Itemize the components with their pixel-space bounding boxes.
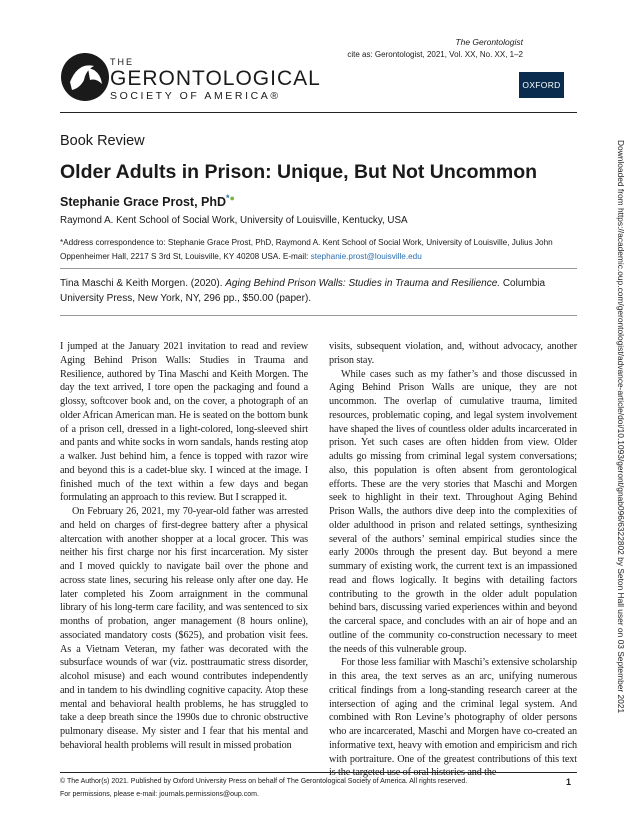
book-ref-suffix: Columbia University Press, New York, NY, 296 pp., $50.00 (paper). <box>60 278 546 304</box>
logo-main: GERONTOLOGICAL <box>110 67 321 90</box>
page-number: 1 <box>566 777 572 787</box>
logo-the: THE <box>110 57 134 67</box>
section-label: Book Review <box>60 133 145 149</box>
affiliation: Raymond A. Kent School of Social Work, University of Louisville, Kentucky, USA <box>60 215 408 226</box>
download-watermark: Downloaded from https://academic.oup.com/gerontologist/advance-article/doi/10.1093/geront/gnab096/6322802 by Seton Hall user on 03 September 2021 <box>616 140 626 714</box>
divider <box>60 268 577 269</box>
journal-name: The Gerontologist <box>455 37 523 47</box>
author-superscript: * <box>226 193 230 203</box>
correspondence <box>60 236 577 264</box>
oxford-badge: OXFORD <box>519 72 564 98</box>
author-name: Stephanie Grace Prost, PhD <box>60 195 227 210</box>
paragraph: For those less familiar with Maschi’s extensive scholarship in this area, the text serves as an arc, unifying numerous critical findings from a long-standing research career at the intersection of aging and the criminal legal system. And combined with Ron Levine’s photography of older persons who are incarcerated, Maschi and Morgen have co-created an informative text, heavy with emotion and empiricism and rich with portraiture. One of the greatest contributions of this text <box>329 657 577 765</box>
header-divider <box>60 112 577 113</box>
footer-divider <box>60 772 577 773</box>
paragraph: visits, subsequent violation, and, without advocacy, another prison stay. <box>329 341 577 366</box>
body-column-right <box>329 340 577 780</box>
book-ref-title: Aging Behind Prison Walls: Studies in Trauma and Resilience. <box>225 278 501 289</box>
email-link[interactable]: stephanie.prost@louisville.edu <box>310 252 422 261</box>
book-ref-prefix: Tina Maschi & Keith Morgen. (2020). <box>60 278 226 289</box>
divider <box>60 315 577 316</box>
citation-line: cite as: Gerontologist, 2021, Vol. XX, No. XX, 1–2 <box>347 50 523 59</box>
body-column-left <box>60 340 308 753</box>
permissions-notice: For permissions, please e-mail: journals.permissions@oup.com. <box>60 791 259 798</box>
copyright-notice: © The Author(s) 2021. Published by Oxford University Press on behalf of The Gerontological Society of America. All rights reserved. <box>60 778 468 785</box>
orcid-icon[interactable]: ● <box>229 193 235 203</box>
article-title: Older Adults in Prison: Unique, But Not Uncommon <box>60 161 538 183</box>
author-line <box>60 193 235 209</box>
paragraph: I jumped at the January 2021 invitation to read and review Aging Behind Prison Walls: Studies in Trauma and Resilience, authored by Tina Maschi and Keith Morgen. The day the text arrived, I tore open the packaging and found a glossy, softcover book and, on the cover, a photograph of an older African American man. He is seated on the bottom bunk of a prison cell, dressed in a light-colored, long-sleeved shirt and pants and white socks in worn sandals, hands resting atop a walker. Just behind him, a fence is topped with razor wire and beyond this is a cadet-blue sky. I winced at the image. I finished much of the text within a few days and began formulating an approach to this review. But I scrapped it. <box>60 341 308 504</box>
paragraph: On February 26, 2021, my 70-year-old father was arrested and held on charges of first-degree battery after a physical altercation with another shopper at a local grocer. This was neither his first charge nor his first incarceration. My sister and I moved quickly to navigate bail over the phone and across state lines, securing his release only after one day. He later completed his Zoom arraignment in the communal library of his long-term care facility, and was sentenced to six months of probation, anger management (8 hours online), associated mandatory costs ($625), and probation visit fees. As a Vietnam Veteran, my father was decorated with the subsurface wounds of war (viz. posttraumatic stress disorder, alcohol misuse) and each wound contributes independently and in tandem to his dwindling cognitive capacity. Atop these mental and behavioral health problems, he has struggled to take a deep breath since the 1990s due to chronic obstructive pulmonary disease. My sister and I fear that his mental and behavioral health problems will result in missed probation <box>60 506 308 751</box>
correspondence-text: *Address correspondence to: Stephanie Grace Prost, PhD, Raymond A. Kent School of Social Work, University of Louisville, Julius John Oppenheimer Hall, 2217 S 3rd St, Louisville, KY 40208 USA. E-mail: <box>60 238 553 261</box>
paragraph: While cases such as my father’s and those discussed in Aging Behind Prison Walls are unique, they are not uncommon. The overlap of cumulative trauma, limited resources, problematic coping, and legal system involvement have shaped the lives of countless older adults incarcerated in prison. Yet such cases are often hidden from view. Older adults go missing from criminal legal system conversations; also, this population is often absent from gerontological efforts. These are the very stories that Maschi and Morgen seek to highlight in their text. Throughout Aging Behind Prison Walls, the authors dive deep into the complexities of older adulthood in prison and related settings, synthesizing several of the authors’ seminal empirical studies since the early 2000s through the present day. But beyond a mere summary of existing work, the current text is an impassioned read and flows logically. It begins with detailing factors contributing to the growth in the older adult population behind bars, discussing varied experiences within and beyond the carceral space, and concludes with an air of hope and an outline of the community co-construction necessary to meet the needs of this vulnerable group. <box>329 368 577 655</box>
logo-sub: SOCIETY OF AMERICA® <box>110 90 281 102</box>
book-reference <box>60 276 577 306</box>
